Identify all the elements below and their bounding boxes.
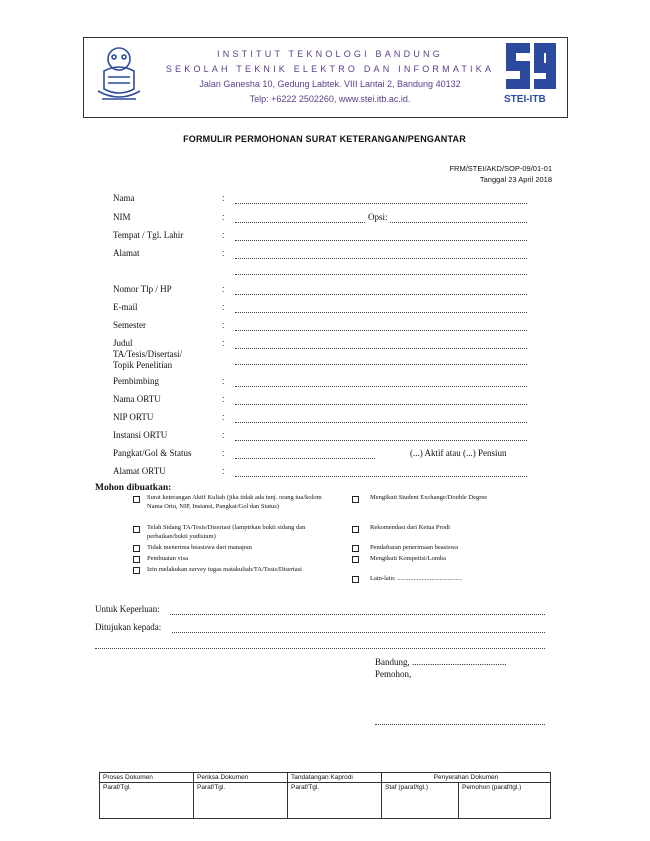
field-ditujukan-2[interactable] bbox=[95, 648, 545, 649]
field-judul-1[interactable] bbox=[235, 348, 527, 349]
field-nama-ortu[interactable] bbox=[235, 404, 527, 405]
header-penyerahan: Penyerahan Dokumen bbox=[382, 773, 551, 783]
checkbox-visa[interactable] bbox=[133, 556, 140, 563]
checkbox-tidak-beasiswa[interactable] bbox=[133, 545, 140, 552]
field-alamat-ortu[interactable] bbox=[235, 476, 527, 477]
label-opsi: Opsi: bbox=[368, 212, 388, 222]
header-periksa: Periksa Dokumen bbox=[194, 773, 288, 783]
mohon-heading: Mohon dibuatkan: bbox=[95, 483, 172, 493]
field-ditujukan-1[interactable] bbox=[172, 632, 545, 633]
field-nim[interactable] bbox=[235, 222, 365, 223]
checkbox-aktif-kuliah[interactable] bbox=[133, 496, 140, 503]
stei-logo bbox=[500, 41, 560, 111]
checkbox-rekomendasi[interactable] bbox=[352, 526, 359, 533]
label-nama-ortu: Nama ORTU bbox=[113, 394, 161, 404]
option-beasiswa: Pendaftaran penerimaan beasiswa bbox=[370, 544, 459, 551]
cell-staf[interactable]: Staf (paraf/tgl.) bbox=[382, 783, 459, 819]
option-lain-lain: Lain-lain: ........................................ bbox=[370, 575, 463, 582]
label-telp: Nomor Tlp / HP bbox=[113, 284, 172, 294]
option-aktif-kuliah: Surat keterangan Aktif Kuliah (jika tidak ada tunj. orang tua/kolom Nama Ortu, NIP, Instansi, Pangkat/Gol dan Status) bbox=[147, 494, 322, 510]
label-nip-ortu: NIP ORTU bbox=[113, 412, 154, 422]
header-proses: Proses Dokumen bbox=[100, 773, 194, 783]
option-rekomendasi: Rekomendasi dari Ketua Prodi bbox=[370, 524, 450, 531]
school-name: SEKOLAH TEKNIK ELEKTRO DAN INFORMATIKA bbox=[165, 64, 495, 74]
label-nim: NIM bbox=[113, 212, 131, 222]
label-ditujukan: Ditujukan kepada: bbox=[95, 622, 162, 632]
form-code: FRM/STEI/AKD/SOP-09/01-01 bbox=[449, 164, 552, 173]
field-nip-ortu[interactable] bbox=[235, 422, 527, 423]
cell-proses[interactable]: Paraf/Tgl. bbox=[100, 783, 194, 819]
field-semester[interactable] bbox=[235, 330, 527, 331]
field-keperluan[interactable] bbox=[170, 614, 545, 615]
label-email: E-mail bbox=[113, 302, 138, 312]
field-telp[interactable] bbox=[235, 294, 527, 295]
option-student-exchange: Mengikuti Student Exchange/Double Degree bbox=[370, 494, 488, 501]
checkbox-lain-lain[interactable] bbox=[352, 576, 359, 583]
field-judul-2[interactable] bbox=[235, 364, 527, 365]
field-pangkat[interactable] bbox=[235, 458, 375, 459]
process-table bbox=[99, 772, 551, 819]
stei-logo-text: STEI-ITB bbox=[504, 94, 546, 105]
field-pembimbing[interactable] bbox=[235, 386, 527, 387]
label-alamat: Alamat bbox=[113, 248, 140, 258]
bandung-date: Bandung, .......................................... bbox=[375, 657, 507, 667]
field-alamat-2[interactable] bbox=[235, 274, 527, 275]
option-visa: Pembuatan visa bbox=[147, 555, 188, 562]
label-pemohon: Pemohon, bbox=[375, 669, 412, 679]
field-opsi[interactable] bbox=[390, 222, 527, 223]
label-alamat-ortu: Alamat ORTU bbox=[113, 466, 166, 476]
label-instansi-ortu: Instansi ORTU bbox=[113, 430, 168, 440]
checkbox-telah-sidang[interactable] bbox=[133, 526, 140, 533]
form-title: FORMULIR PERMOHONAN SURAT KETERANGAN/PENGANTAR bbox=[183, 134, 466, 144]
status-aktif-pensiun[interactable]: (...) Aktif atau (...) Pensiun bbox=[410, 448, 507, 458]
label-nama: Nama bbox=[113, 193, 135, 203]
header-tandatangan: Tandatangan Kaprodi bbox=[288, 773, 382, 783]
field-ttl[interactable] bbox=[235, 240, 527, 241]
label-pembimbing: Pembimbing bbox=[113, 376, 160, 386]
option-kompetisi: Mengikuti Kompetisi/Lomba bbox=[370, 555, 447, 562]
option-tidak-beasiswa: Tidak menerima beasiswa dari manapun bbox=[147, 544, 252, 551]
label-ttl: Tempat / Tgl. Lahir bbox=[113, 230, 184, 240]
signature-line[interactable] bbox=[375, 724, 545, 725]
field-instansi-ortu[interactable] bbox=[235, 440, 527, 441]
checkbox-student-exchange[interactable] bbox=[352, 496, 359, 503]
institute-name: INSTITUT TEKNOLOGI BANDUNG bbox=[217, 49, 443, 59]
field-email[interactable] bbox=[235, 312, 527, 313]
cell-tandatangan[interactable]: Paraf/Tgl. bbox=[288, 783, 382, 819]
checkbox-kompetisi[interactable] bbox=[352, 556, 359, 563]
field-nama[interactable] bbox=[235, 203, 527, 204]
label-keperluan: Untuk Keperluan: bbox=[95, 604, 160, 614]
address-line: Jalan Ganesha 10, Gedung Labtek. VIII Lantai 2, Bandung 40132 bbox=[199, 79, 461, 89]
option-survey: Izin melakukan survey tugas matakuliah/TA/Tesis/Disertasi bbox=[147, 566, 302, 573]
cell-pemohon[interactable]: Pemohon (paraf/tgl.) bbox=[459, 783, 551, 819]
label-pangkat: Pangkat/Gol & Status bbox=[113, 448, 192, 458]
option-telah-sidang: Telah Sidang TA/Tesis/Disertasi (lampirkan bukti sidang dan perbaikan/bukti yudisium) bbox=[147, 524, 306, 540]
label-judul: Judul bbox=[113, 338, 133, 348]
checkbox-survey[interactable] bbox=[133, 567, 140, 574]
form-date: Tanggal 23 April 2018 bbox=[479, 175, 552, 184]
contact-line: Telp: +6222 2502260, www.stei.itb.ac.id. bbox=[249, 94, 411, 104]
checkbox-beasiswa[interactable] bbox=[352, 545, 359, 552]
cell-periksa[interactable]: Paraf/Tgl. bbox=[194, 783, 288, 819]
field-alamat-1[interactable] bbox=[235, 258, 527, 259]
itb-logo bbox=[92, 41, 146, 109]
label-semester: Semester bbox=[113, 320, 146, 330]
